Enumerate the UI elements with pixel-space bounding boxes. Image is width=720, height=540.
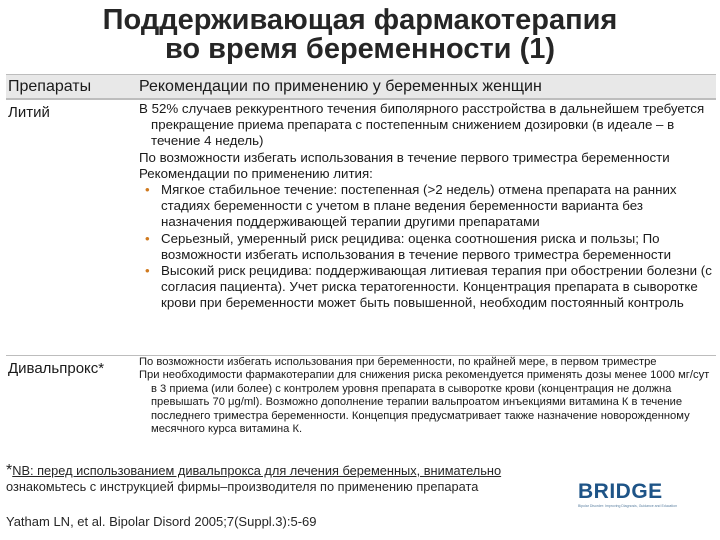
- title-line-1: Поддерживающая фармакотерапия: [102, 4, 618, 36]
- lithium-paragraph-1: В 52% случаев реккурентного течения биполярного расстройства в дальнейшем требуется прекращение приема препарата с постепенным снижением дозировки (в идеале – в течение 4 недель): [139, 101, 705, 149]
- bullet-text: Мягкое стабильное течение: постепенная (>2 недель) отмена препарата на ранних стадиях беременности с учетом в плане ведения беременности варианта без назначения поддерживающей терапии другими препаратами: [161, 182, 677, 230]
- drug-name-lithium: Литий: [8, 104, 50, 121]
- divalproex-paragraph-1: По возможности избегать использования при беременности, по крайней мере, в первом триместре: [139, 356, 657, 368]
- bullet-text: Серьезный, умеренный риск рецидива: оценка соотношения риска и пользы; По возможности избегать использования в течение первого триместра беременности: [161, 230, 672, 262]
- drug-name-divalproex: Дивальпрокс*: [8, 360, 105, 377]
- lithium-bullet-3: [139, 263, 714, 312]
- recommendations-table: [6, 74, 716, 456]
- bridge-logo: [578, 480, 706, 512]
- lithium-paragraph-2: По возможности избегать использования в течение первого триместра беременности: [139, 149, 670, 165]
- bullet-icon: •: [145, 263, 150, 279]
- header-drugs: Препараты: [8, 78, 92, 95]
- title-line-2: во время беременности (1): [164, 33, 556, 65]
- bullet-icon: •: [145, 182, 150, 198]
- divalproex-recommendations: [139, 356, 714, 436]
- logo-tagline: Bipolar Disorder: Improving Diagnosis, Guidance and Education: [578, 504, 678, 508]
- table-row-lithium: [6, 99, 716, 355]
- lithium-recommendations: [139, 101, 714, 312]
- footnote-asterisk: *: [6, 462, 13, 479]
- table-header-row: [6, 74, 716, 99]
- slide-title: [0, 6, 720, 64]
- header-recommendations: Рекомендации по применению у беременных женщин: [139, 78, 542, 95]
- footnote: [6, 463, 576, 495]
- footnote-text: ознакомьтесь с инструкцией фирмы–производителя по применению препарата: [6, 479, 479, 494]
- logo-wordmark: BRIDGE: [578, 480, 663, 503]
- divalproex-paragraph-2: При необходимости фармакотерапии для снижения риска рекомендуется применять дозы менее 1000 мг/сут в 3 приема (или более) с контролем уровня препарата в сыворотке крови (концентрация не должна превышать 70 μg/ml). Возможно дополнение терапии вальпроатом инъекциями витамина К в течение последнего триместра беременности. Концепция предусматривает также назначение новорожденному месячного курса витамина К.: [139, 369, 710, 436]
- lithium-bullet-2: [139, 231, 714, 263]
- bullet-icon: •: [145, 230, 150, 246]
- footnote-underlined-text: NB: перед использованием дивальпрокса для лечения беременных, внимательно: [12, 463, 502, 478]
- lithium-paragraph-3: Рекомендации по применению лития:: [139, 165, 373, 181]
- citation: Yatham LN, et al. Bipolar Disord 2005;7(Suppl.3):5-69: [6, 514, 317, 529]
- table-row-divalproex: [6, 355, 716, 456]
- lithium-bullet-1: [139, 182, 714, 231]
- bullet-text: Высокий риск рецидива: поддерживающая литиевая терапия при обострении болезни (с согласия пациента). Учет риска тератогенности. Концентрация препарата в сыворотке крови при беременности может быть повышенной, необходим постоянный контроль: [161, 263, 712, 311]
